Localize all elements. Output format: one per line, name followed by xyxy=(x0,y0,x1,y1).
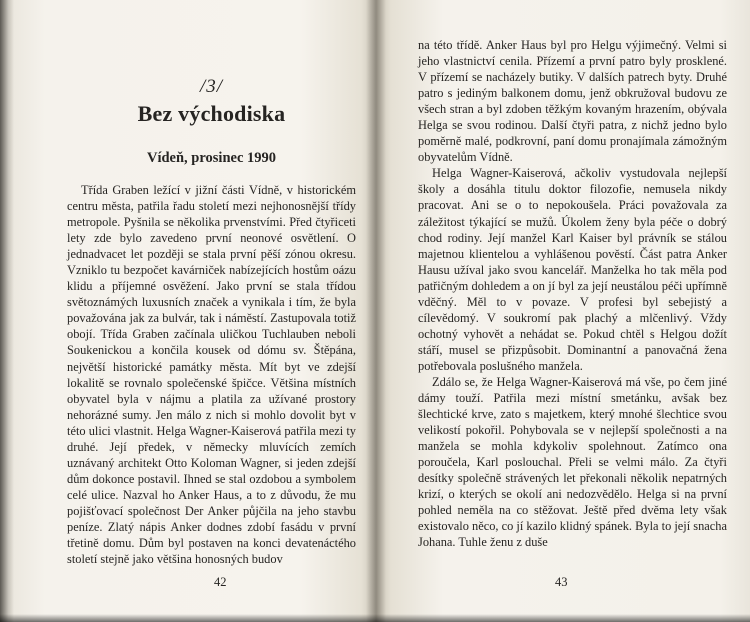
right-page-body xyxy=(418,37,727,551)
paragraph: Zdálo se, že Helga Wagner-Kaiserová má vše, po čem jiné dámy touží. Patřila mezi místní smetánku, avšak bez šlechtické krve, zato s majetkem, který mnohé šlechtice svou velikostí pokořil. Pohybovala se v nejlepší společnosti a na manžela se mohla kdykoliv spolehnout. Zatímco ona poroučela, Karl poslouchal. Přeli se velmi málo. Za čtyři desítky společně strávených let překonali několik nepatrných krizí, o kterých se okolí ani nedozvědělo. Helga si na první pohled neměla na co stěžovat. Ještě před dvěma lety však existovalo něco, co jí kazilo klidný spánek. Byla to její snacha Johana. Tuhle ženu z duše xyxy=(418,374,727,550)
left-page-body xyxy=(67,182,356,567)
paragraph: Helga Wagner-Kaiserová, ačkoliv vystudovala nejlepší školy a dosáhla titulu doktor filozofie, nemusela nikdy pracovat. Ani se o to nepokoušela. Práci považovala za záležitost týkající se mužů. Úkolem ženy byla péče o dobrý chod rodiny. Její manžel Karl Kaiser byl právník se stálou majetnou klientelou a vyhlášenou pověstí. Část patra Anker Hausu užíval jako svou kancelář. Manželka ho tak měla pod patřičným dohledem a on jí byl za její neustálou péči upřímně vděčný. Měl to v povaze. V profesi byl sebejistý a cílevědomý. V soukromí pak plachý a mlčenlivý. Vždy ochotný vyhovět a nehádat se. Pokud chtěl s Helgou dožít stáří, musel se přizpůsobit. Dominantní a panovačná žena potřebovala poslušného manžela. xyxy=(418,166,727,373)
chapter-number: /3/ xyxy=(199,76,224,97)
chapter-place-date: Vídeň, prosinec 1990 xyxy=(146,150,277,166)
book-gutter xyxy=(366,0,386,622)
chapter-title: Bez východiska xyxy=(137,101,286,126)
page-number: 43 xyxy=(555,575,568,589)
paragraph: Třída Graben ležící v jižní části Vídně, v historickém centru města, patřila řadu století mezi nejhonosnější třídy metropole. Pyšnila se několika prvenstvími. Před čtyřiceti lety zde bylo zavedeno první neonové osvětlení. O jednadvacet let později se stala první pěší zónou okresu. Vzniklo tu bezpočet kavárniček nabízejících hostům oázu klidu a příjemné osvěžení. Jako první se stala třídou světoznámých luxusních značek a vynikala i tím, že byla považována jak za bulvár, tak i náměstí. Zastupovala totiž obojí. Třída Graben začínala uličkou Tuchlauben neboli Soukenickou a končila kousek od dómu sv. Štěpána, největší historické památky města. Mít byt ve zdejší lokalitě se rovnalo společenské špičce. Většina místních obyvatel byla v nájmu a platila za užívané prostory nehorázné sumy. Jen málo z nich si mohlo dovolit byt v této ulici vlastnit. Helga Wagner-Kaiserová patřila mezi ty druhé. Její předek, v německy mluvících zemích uznávaný architekt Otto Koloman Wagner, si jeden zdejší dům dokonce postavil. Ihned se stal ozdobou a symbolem celé ulice. Nazval ho Anker Haus, a to z důvodu, že mu pojišťovací společnost Der Anker půjčila na jeho stavbu peníze. Zlatý nápis Anker dodnes zdobí fasádu v první třetině domu. Dům byl postaven na konci devatenáctého století stejně jako většina honosných budov xyxy=(67,183,356,567)
right-page xyxy=(376,0,750,622)
bottom-edge-shadow xyxy=(0,614,750,622)
paragraph: na této třídě. Anker Haus byl pro Helgu výjimečný. Velmi si jeho vlastnictví cenila. Přízemí a první patro byly prosklené. V přízemí se nacházely butiky. V dalších patrech byty. Druhé patro s jediným balkonem domu, jenž obkružoval budovu ze všech stran a byl zdoben těžkým kovaným hrazením, obývala Helga se svou rodinou. Další čtyři patra, z nichž jedno bylo poměrně malé, podkrovní, paní domu pronajímala zámožným obyvatelům Vídně. xyxy=(418,38,727,165)
page-number: 42 xyxy=(214,575,227,589)
page-edge-shadow xyxy=(0,0,14,622)
